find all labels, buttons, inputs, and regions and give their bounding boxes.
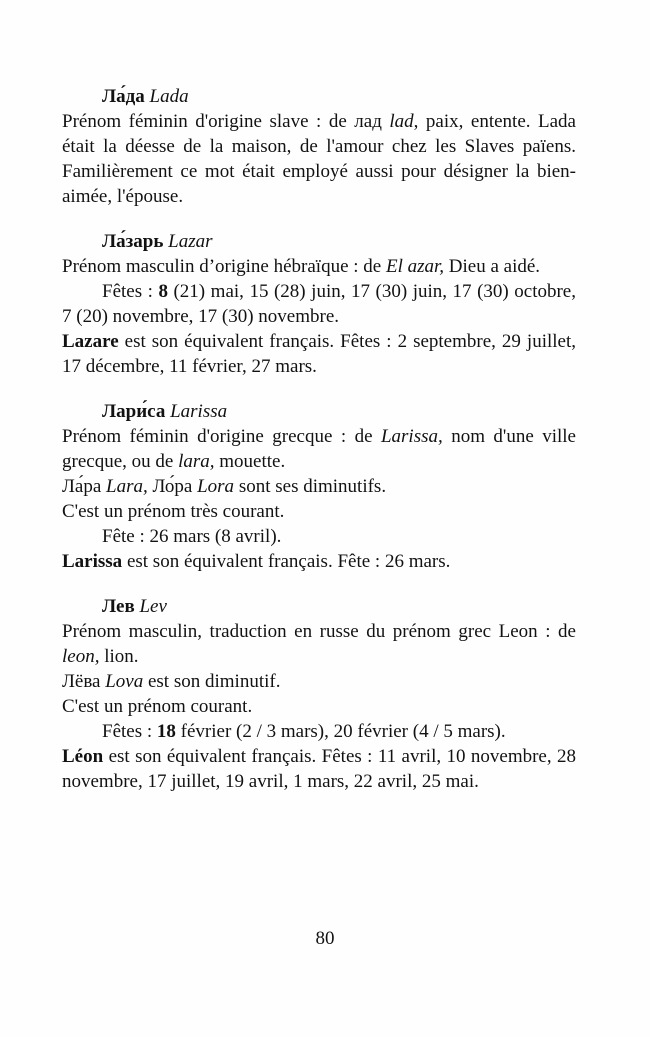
entry-paragraph <box>62 474 576 499</box>
entry-paragraph <box>62 524 576 549</box>
entry-paragraph <box>62 109 576 209</box>
text-segment: 18 <box>156 721 176 742</box>
text-segment: est son équivalent français. Fête : 26 mars. <box>122 551 451 572</box>
text-segment: Dieu a aidé. <box>444 256 541 277</box>
headword-latin: Lev <box>139 596 167 617</box>
entry-headword <box>62 594 576 619</box>
text-segment: C'est un prénom très courant. <box>62 501 285 522</box>
headword-latin: Larissa <box>170 401 228 422</box>
headword-cyrillic: Ла́да <box>102 86 145 107</box>
text-segment: Larissa <box>62 551 123 572</box>
entry-lev <box>62 594 576 794</box>
text-segment: 8 <box>158 281 168 302</box>
entry-paragraph <box>62 279 576 329</box>
entry-headword <box>62 84 576 109</box>
text-segment: est son diminutif. <box>143 671 281 692</box>
text-segment: Fêtes : <box>102 281 159 302</box>
entry-paragraph <box>62 744 576 794</box>
text-segment: , paix, entente. Lada était la déesse de la maison, de l'amour chez les Slaves païens. Familièrement ce mot était employé aussi pour désigner la bien-aimée, l'épouse. <box>62 111 576 207</box>
text-segment: Lora <box>197 476 235 497</box>
text-segment: Prénom masculin, traduction en russe du prénom grec Leon : de <box>62 621 576 642</box>
text-segment: lara, <box>178 451 215 472</box>
headword-latin: Lazar <box>168 231 213 252</box>
text-segment: nom d'une ville grecque, ou de <box>62 426 576 472</box>
text-block <box>62 84 576 794</box>
entry-paragraph <box>62 669 576 694</box>
entry-lada <box>62 84 576 209</box>
headword-cyrillic: Лев <box>102 596 135 617</box>
text-segment: Lova <box>105 671 144 692</box>
text-segment: sont ses diminutifs. <box>234 476 387 497</box>
text-segment: Léon <box>62 746 104 767</box>
entry-paragraph <box>62 549 576 574</box>
text-segment: Prénom féminin d'origine grecque : de <box>62 426 381 447</box>
text-segment: Fête : 26 mars (8 avril). <box>102 526 282 547</box>
text-segment: février (2 / 3 mars), 20 février (4 / 5 mars). <box>175 721 506 742</box>
text-segment: est son équivalent français. Fêtes : 11 avril, 10 novembre, 28 novembre, 17 juillet, 19 avril, 1 mars, 22 avril, 25 mai. <box>62 746 576 792</box>
text-segment: Larissa, <box>380 426 443 447</box>
text-segment: Ла́ра <box>62 476 107 497</box>
entry-paragraph <box>62 619 576 669</box>
entry-lazar <box>62 229 576 379</box>
text-segment: lion. <box>99 646 139 667</box>
text-segment: leon, <box>62 646 100 667</box>
text-segment: Fêtes : <box>102 721 157 742</box>
text-segment: Prénom féminin d'origine slave : de лад <box>62 111 390 132</box>
text-segment: Prénom masculin d’origine hébraïque : de <box>62 256 386 277</box>
headword-cyrillic: Ла́зарь <box>102 231 164 252</box>
text-segment: lad <box>389 111 414 132</box>
entry-paragraph <box>62 424 576 474</box>
entry-paragraph <box>62 499 576 524</box>
entry-paragraph <box>62 329 576 379</box>
entry-larissa <box>62 399 576 574</box>
entry-paragraph <box>62 694 576 719</box>
entry-paragraph <box>62 254 576 279</box>
text-segment: Ло́ра <box>147 476 198 497</box>
text-segment: Лёва <box>62 671 106 692</box>
text-segment: Lazare <box>62 331 119 352</box>
entry-headword <box>62 229 576 254</box>
text-segment: mouette. <box>214 451 286 472</box>
text-segment: Lara, <box>106 476 148 497</box>
text-segment: est son équivalent français. Fêtes : 2 septembre, 29 juillet, 17 décembre, 11 février, 27 mars. <box>62 331 576 377</box>
text-segment: C'est un prénom courant. <box>62 696 253 717</box>
entry-paragraph <box>62 719 576 744</box>
headword-latin: Lada <box>149 86 189 107</box>
entry-headword <box>62 399 576 424</box>
headword-cyrillic: Лари́са <box>102 401 166 422</box>
text-segment: (21) mai, 15 (28) juin, 17 (30) juin, 17 (30) octobre, 7 (20) novembre, 17 (30) novembre. <box>62 281 576 327</box>
text-segment: El azar, <box>385 256 445 277</box>
page-number: 80 <box>315 928 335 949</box>
